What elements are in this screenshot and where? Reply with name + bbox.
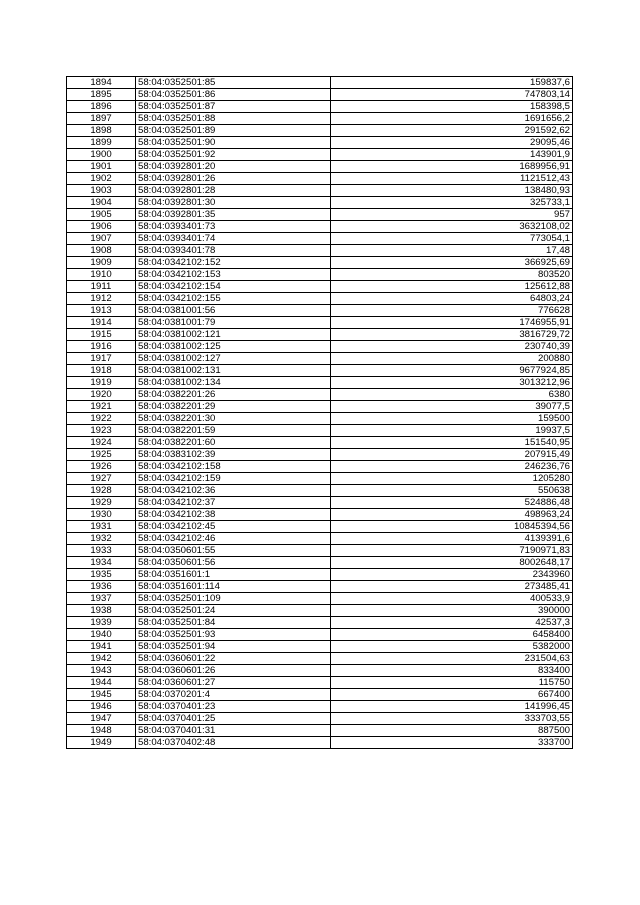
table-row	[67, 641, 573, 653]
table-row	[67, 293, 573, 305]
cadastral-number-cell: 58:04:0342102:158	[136, 461, 331, 473]
cadastral-number-cell: 58:04:0393401:78	[136, 245, 331, 257]
cadastral-number-cell: 58:04:0360601:22	[136, 653, 331, 665]
row-number-cell: 1920	[67, 389, 136, 401]
cadastral-number-cell: 58:04:0382201:59	[136, 425, 331, 437]
cadastral-number-cell: 58:04:0342102:155	[136, 293, 331, 305]
row-number-cell: 1929	[67, 497, 136, 509]
row-number-cell: 1896	[67, 101, 136, 113]
cadastral-number-cell: 58:04:0360601:27	[136, 677, 331, 689]
table-row	[67, 281, 573, 293]
cadastral-number-cell: 58:04:0392801:26	[136, 173, 331, 185]
value-cell: 333703,55	[331, 713, 573, 725]
row-number-cell: 1894	[67, 77, 136, 89]
table-row	[67, 449, 573, 461]
cadastral-number-cell: 58:04:0381001:79	[136, 317, 331, 329]
value-cell: 400533,9	[331, 593, 573, 605]
cadastral-number-cell: 58:04:0392801:20	[136, 161, 331, 173]
row-number-cell: 1923	[67, 425, 136, 437]
cadastral-number-cell: 58:04:0352501:84	[136, 617, 331, 629]
value-cell: 773054,1	[331, 233, 573, 245]
table-row	[67, 677, 573, 689]
row-number-cell: 1919	[67, 377, 136, 389]
cadastral-number-cell: 58:04:0382201:26	[136, 389, 331, 401]
row-number-cell: 1932	[67, 533, 136, 545]
row-number-cell: 1899	[67, 137, 136, 149]
value-cell: 17,48	[331, 245, 573, 257]
value-cell: 10845394,56	[331, 521, 573, 533]
cadastral-number-cell: 58:04:0351601:114	[136, 581, 331, 593]
table-row	[67, 665, 573, 677]
row-number-cell: 1931	[67, 521, 136, 533]
table-row	[67, 701, 573, 713]
row-number-cell: 1944	[67, 677, 136, 689]
value-cell: 2343960	[331, 569, 573, 581]
row-number-cell: 1905	[67, 209, 136, 221]
row-number-cell: 1937	[67, 593, 136, 605]
row-number-cell: 1911	[67, 281, 136, 293]
row-number-cell: 1925	[67, 449, 136, 461]
row-number-cell: 1909	[67, 257, 136, 269]
table-row	[67, 221, 573, 233]
cadastral-number-cell: 58:04:0382201:29	[136, 401, 331, 413]
table-row	[67, 149, 573, 161]
cadastral-number-cell: 58:04:0352501:88	[136, 113, 331, 125]
table-row	[67, 317, 573, 329]
table-row	[67, 725, 573, 737]
cadastral-number-cell: 58:04:0381002:134	[136, 377, 331, 389]
table-row	[67, 569, 573, 581]
table-row	[67, 437, 573, 449]
table-row	[67, 581, 573, 593]
value-cell: 64803,24	[331, 293, 573, 305]
table-row	[67, 113, 573, 125]
value-cell: 833400	[331, 665, 573, 677]
value-cell: 138480,93	[331, 185, 573, 197]
cadastral-number-cell: 58:04:0342102:37	[136, 497, 331, 509]
row-number-cell: 1908	[67, 245, 136, 257]
value-cell: 1689956,91	[331, 161, 573, 173]
row-number-cell: 1917	[67, 353, 136, 365]
row-number-cell: 1895	[67, 89, 136, 101]
value-cell: 159500	[331, 413, 573, 425]
table-row	[67, 713, 573, 725]
table-row	[67, 521, 573, 533]
value-cell: 747803,14	[331, 89, 573, 101]
table-row	[67, 185, 573, 197]
table-row	[67, 629, 573, 641]
table-row	[67, 545, 573, 557]
row-number-cell: 1901	[67, 161, 136, 173]
value-cell: 325733,1	[331, 197, 573, 209]
row-number-cell: 1912	[67, 293, 136, 305]
cadastral-value-table	[66, 76, 573, 749]
cadastral-number-cell: 58:04:0351601:1	[136, 569, 331, 581]
value-cell: 3816729,72	[331, 329, 573, 341]
cadastral-number-cell: 58:04:0381001:56	[136, 305, 331, 317]
table-row	[67, 617, 573, 629]
table-row	[67, 77, 573, 89]
cadastral-number-cell: 58:04:0392801:30	[136, 197, 331, 209]
cadastral-number-cell: 58:04:0352501:90	[136, 137, 331, 149]
value-cell: 39077,5	[331, 401, 573, 413]
row-number-cell: 1904	[67, 197, 136, 209]
row-number-cell: 1941	[67, 641, 136, 653]
table-row	[67, 605, 573, 617]
row-number-cell: 1945	[67, 689, 136, 701]
cadastral-number-cell: 58:04:0342102:45	[136, 521, 331, 533]
value-cell: 6458400	[331, 629, 573, 641]
value-cell: 158398,5	[331, 101, 573, 113]
cadastral-number-cell: 58:04:0352501:109	[136, 593, 331, 605]
table-row	[67, 89, 573, 101]
value-cell: 8002648,17	[331, 557, 573, 569]
row-number-cell: 1934	[67, 557, 136, 569]
value-cell: 230740,39	[331, 341, 573, 353]
table-row	[67, 461, 573, 473]
value-cell: 524886,48	[331, 497, 573, 509]
row-number-cell: 1916	[67, 341, 136, 353]
row-number-cell: 1942	[67, 653, 136, 665]
value-cell: 1746955,91	[331, 317, 573, 329]
cadastral-number-cell: 58:04:0352501:94	[136, 641, 331, 653]
row-number-cell: 1933	[67, 545, 136, 557]
cadastral-number-cell: 58:04:0370401:25	[136, 713, 331, 725]
value-cell: 291592,62	[331, 125, 573, 137]
row-number-cell: 1924	[67, 437, 136, 449]
value-cell: 887500	[331, 725, 573, 737]
value-cell: 3632108,02	[331, 221, 573, 233]
table-body	[67, 77, 573, 749]
row-number-cell: 1949	[67, 737, 136, 749]
row-number-cell: 1907	[67, 233, 136, 245]
row-number-cell: 1910	[67, 269, 136, 281]
value-cell: 1205280	[331, 473, 573, 485]
table-row	[67, 257, 573, 269]
cadastral-number-cell: 58:04:0370401:23	[136, 701, 331, 713]
table-row	[67, 101, 573, 113]
cadastral-number-cell: 58:04:0342102:159	[136, 473, 331, 485]
value-cell: 141996,45	[331, 701, 573, 713]
table-row	[67, 653, 573, 665]
value-cell: 7190971,83	[331, 545, 573, 557]
row-number-cell: 1946	[67, 701, 136, 713]
cadastral-number-cell: 58:04:0350601:56	[136, 557, 331, 569]
table-row	[67, 209, 573, 221]
value-cell: 5382000	[331, 641, 573, 653]
cadastral-number-cell: 58:04:0381002:125	[136, 341, 331, 353]
value-cell: 115750	[331, 677, 573, 689]
row-number-cell: 1947	[67, 713, 136, 725]
row-number-cell: 1936	[67, 581, 136, 593]
value-cell: 957	[331, 209, 573, 221]
cadastral-number-cell: 58:04:0381002:127	[136, 353, 331, 365]
cadastral-number-cell: 58:04:0370402:48	[136, 737, 331, 749]
cadastral-number-cell: 58:04:0392801:35	[136, 209, 331, 221]
row-number-cell: 1943	[67, 665, 136, 677]
row-number-cell: 1922	[67, 413, 136, 425]
cadastral-number-cell: 58:04:0342102:36	[136, 485, 331, 497]
value-cell: 29095,46	[331, 137, 573, 149]
value-cell: 143901,9	[331, 149, 573, 161]
value-cell: 550638	[331, 485, 573, 497]
row-number-cell: 1930	[67, 509, 136, 521]
value-cell: 231504,63	[331, 653, 573, 665]
cadastral-number-cell: 58:04:0393401:74	[136, 233, 331, 245]
cadastral-number-cell: 58:04:0342102:46	[136, 533, 331, 545]
table-row	[67, 197, 573, 209]
row-number-cell: 1927	[67, 473, 136, 485]
cadastral-number-cell: 58:04:0352501:85	[136, 77, 331, 89]
value-cell: 42537,3	[331, 617, 573, 629]
table-row	[67, 245, 573, 257]
cadastral-number-cell: 58:04:0382201:60	[136, 437, 331, 449]
value-cell: 151540,95	[331, 437, 573, 449]
row-number-cell: 1902	[67, 173, 136, 185]
value-cell: 159837,6	[331, 77, 573, 89]
table-row	[67, 269, 573, 281]
row-number-cell: 1900	[67, 149, 136, 161]
row-number-cell: 1906	[67, 221, 136, 233]
value-cell: 366925,69	[331, 257, 573, 269]
table-row	[67, 425, 573, 437]
value-cell: 246236,76	[331, 461, 573, 473]
table-row	[67, 413, 573, 425]
table-row	[67, 137, 573, 149]
cadastral-number-cell: 58:04:0381002:131	[136, 365, 331, 377]
cadastral-number-cell: 58:04:0370201:4	[136, 689, 331, 701]
table-row	[67, 125, 573, 137]
value-cell: 776628	[331, 305, 573, 317]
cadastral-number-cell: 58:04:0393401:73	[136, 221, 331, 233]
cadastral-number-cell: 58:04:0342102:152	[136, 257, 331, 269]
row-number-cell: 1913	[67, 305, 136, 317]
cadastral-number-cell: 58:04:0360601:26	[136, 665, 331, 677]
row-number-cell: 1921	[67, 401, 136, 413]
row-number-cell: 1903	[67, 185, 136, 197]
value-cell: 273485,41	[331, 581, 573, 593]
table-row	[67, 161, 573, 173]
table-row	[67, 305, 573, 317]
value-cell: 1691656,2	[331, 113, 573, 125]
table-row	[67, 329, 573, 341]
value-cell: 1121512,43	[331, 173, 573, 185]
cadastral-number-cell: 58:04:0342102:153	[136, 269, 331, 281]
cadastral-number-cell: 58:04:0352501:86	[136, 89, 331, 101]
value-cell: 667400	[331, 689, 573, 701]
value-cell: 200880	[331, 353, 573, 365]
row-number-cell: 1948	[67, 725, 136, 737]
value-cell: 9677924,85	[331, 365, 573, 377]
cadastral-number-cell: 58:04:0370401:31	[136, 725, 331, 737]
value-cell: 390000	[331, 605, 573, 617]
table-row	[67, 365, 573, 377]
row-number-cell: 1914	[67, 317, 136, 329]
table-row	[67, 389, 573, 401]
cadastral-number-cell: 58:04:0381002:121	[136, 329, 331, 341]
cadastral-number-cell: 58:04:0352501:24	[136, 605, 331, 617]
table-row	[67, 509, 573, 521]
table-row	[67, 233, 573, 245]
value-cell: 4139391,6	[331, 533, 573, 545]
cadastral-number-cell: 58:04:0392801:28	[136, 185, 331, 197]
row-number-cell: 1926	[67, 461, 136, 473]
value-cell: 333700	[331, 737, 573, 749]
value-cell: 3013212,96	[331, 377, 573, 389]
cadastral-number-cell: 58:04:0342102:38	[136, 509, 331, 521]
row-number-cell: 1938	[67, 605, 136, 617]
table-row	[67, 341, 573, 353]
cadastral-number-cell: 58:04:0383102:39	[136, 449, 331, 461]
row-number-cell: 1940	[67, 629, 136, 641]
table-row	[67, 557, 573, 569]
value-cell: 125612,88	[331, 281, 573, 293]
value-cell: 498963,24	[331, 509, 573, 521]
cadastral-number-cell: 58:04:0342102:154	[136, 281, 331, 293]
value-cell: 207915,49	[331, 449, 573, 461]
table-row	[67, 497, 573, 509]
value-cell: 803520	[331, 269, 573, 281]
cadastral-number-cell: 58:04:0352501:93	[136, 629, 331, 641]
table-row	[67, 533, 573, 545]
row-number-cell: 1935	[67, 569, 136, 581]
table-row	[67, 377, 573, 389]
table-row	[67, 401, 573, 413]
row-number-cell: 1897	[67, 113, 136, 125]
row-number-cell: 1928	[67, 485, 136, 497]
table-row	[67, 353, 573, 365]
table-row	[67, 173, 573, 185]
table-row	[67, 689, 573, 701]
table-row	[67, 485, 573, 497]
row-number-cell: 1898	[67, 125, 136, 137]
table-row	[67, 737, 573, 749]
cadastral-number-cell: 58:04:0352501:87	[136, 101, 331, 113]
row-number-cell: 1918	[67, 365, 136, 377]
cadastral-number-cell: 58:04:0350601:55	[136, 545, 331, 557]
cadastral-number-cell: 58:04:0352501:92	[136, 149, 331, 161]
row-number-cell: 1915	[67, 329, 136, 341]
table-row	[67, 593, 573, 605]
cadastral-number-cell: 58:04:0352501:89	[136, 125, 331, 137]
value-cell: 6380	[331, 389, 573, 401]
row-number-cell: 1939	[67, 617, 136, 629]
value-cell: 19937,5	[331, 425, 573, 437]
table-row	[67, 473, 573, 485]
cadastral-number-cell: 58:04:0382201:30	[136, 413, 331, 425]
